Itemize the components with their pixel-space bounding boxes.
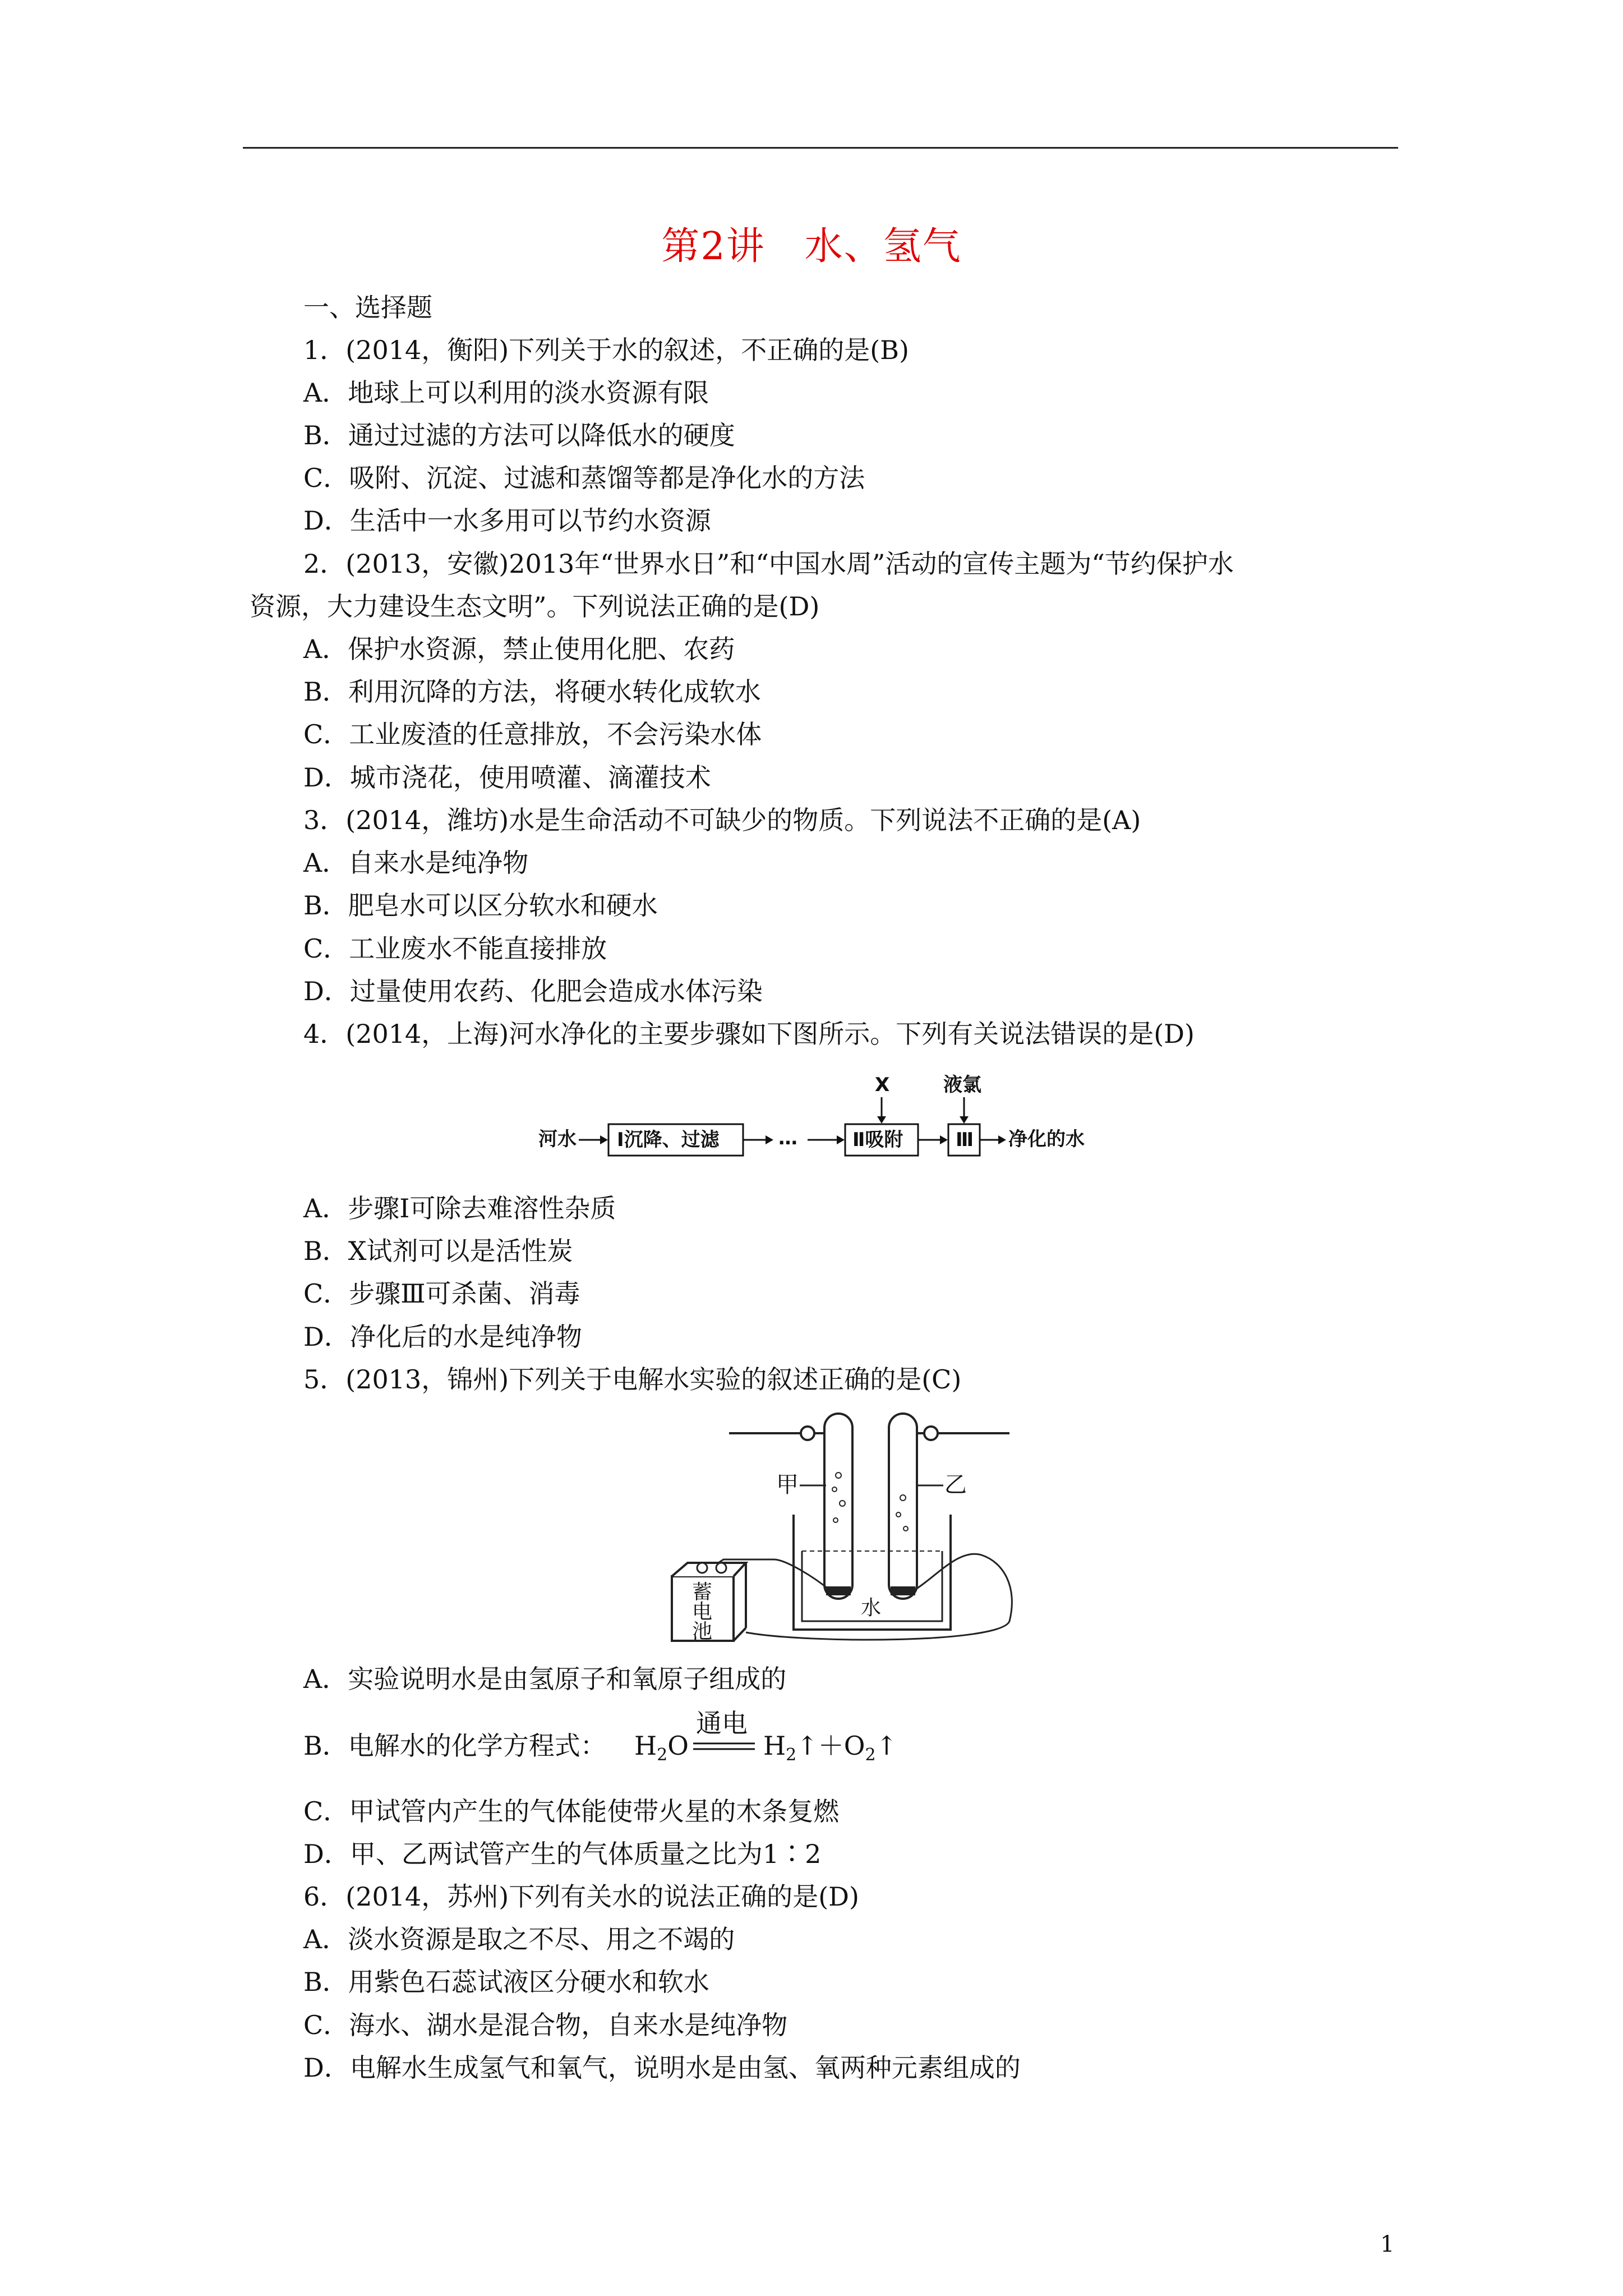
page-title: 第2讲 水、氢气 — [661, 224, 962, 269]
flow-step2-label: Ⅱ吸附 — [852, 1129, 903, 1151]
q3-option-d: D．过量使用农药、化肥会造成水体污染 — [303, 976, 763, 1006]
battery-char-2: 电 — [692, 1600, 713, 1623]
q4-option-d: D．净化后的水是纯净物 — [303, 1322, 582, 1352]
q5-option-c: C．甲试管内产生的气体能使带火星的木条复燃 — [303, 1796, 840, 1826]
q6-option-b: B．用紫色石蕊试液区分硬水和软水 — [303, 1967, 709, 1997]
flow-reagent-liquid-chlorine: 液氯 — [943, 1074, 981, 1096]
q6-option-d: D．电解水生成氢气和氧气，说明水是由氢、氧两种元素组成的 — [303, 2053, 1021, 2083]
section-heading: 一、选择题 — [303, 292, 432, 323]
page-number: 1 — [1380, 2231, 1395, 2257]
flow-end-label: 净化的水 — [1008, 1128, 1085, 1151]
flow-start-label: 河水 — [538, 1128, 577, 1151]
q2-option-d: D．城市浇花，使用喷灌、滴灌技术 — [303, 762, 711, 793]
equation-condition: 通电 — [696, 1708, 748, 1738]
flow-reagent-x: X — [875, 1074, 890, 1096]
q4-option-c: C．步骤Ⅲ可杀菌、消毒 — [303, 1278, 580, 1309]
equation-prefix: B．电解水的化学方程式： — [303, 1731, 606, 1761]
q4-option-a: A．步骤Ⅰ可除去难溶性杂质 — [303, 1193, 616, 1223]
q2-option-c: C．工业废渣的任意排放，不会污染水体 — [303, 719, 762, 749]
q5-option-a: A．实验说明水是由氢原子和氧原子组成的 — [303, 1664, 787, 1694]
q5-option-b-equation — [303, 1705, 976, 1773]
q1-option-c: C．吸附、沉淀、过滤和蒸馏等都是净化水的方法 — [303, 463, 865, 493]
q6-stem: 6．(2014，苏州)下列有关水的说法正确的是(D) — [303, 1881, 859, 1912]
q6-option-a: A．淡水资源是取之不尽、用之不竭的 — [303, 1924, 735, 1954]
flow-step1-label: Ⅰ沉降、过滤 — [617, 1129, 720, 1151]
water-purification-flow-diagram — [538, 1071, 1166, 1172]
q5-option-d: D．甲、乙两试管产生的气体质量之比为1∶2 — [303, 1839, 822, 1869]
tube-label-yi: 乙 — [944, 1472, 967, 1498]
q5-stem: 5．(2013，锦州)下列关于电解水实验的叙述正确的是(C) — [303, 1364, 962, 1395]
q2-option-a: A．保护水资源，禁止使用化肥、农药 — [303, 634, 735, 664]
q4-stem: 4．(2014，上海)河水净化的主要步骤如下图所示。下列有关说法错误的是(D) — [303, 1019, 1195, 1049]
water-label: 水 — [861, 1596, 882, 1619]
battery-char-3: 池 — [692, 1620, 713, 1643]
q2-stem-line2: 资源，大力建设生态文明”。下列说法正确的是(D) — [250, 591, 820, 622]
q2-option-b: B．利用沉降的方法，将硬水转化成软水 — [303, 677, 761, 707]
electrolysis-apparatus-diagram — [667, 1408, 1026, 1644]
flow-step3-label: Ⅲ — [956, 1129, 974, 1151]
equation-reactant: $H_2O$ — [634, 1731, 689, 1765]
q1-option-a: A．地球上可以利用的淡水资源有限 — [303, 378, 709, 408]
q3-option-b: B．肥皂水可以区分软水和硬水 — [303, 890, 658, 921]
q3-stem: 3．(2014，潍坊)水是生命活动不可缺少的物质。下列说法不正确的是(A) — [303, 805, 1141, 835]
equation-products: $H_2↑+O_2↑$ — [763, 1731, 898, 1765]
q3-option-a: A．自来水是纯净物 — [303, 848, 529, 878]
battery-char-1: 蓄 — [692, 1581, 713, 1604]
q6-option-c: C．海水、湖水是混合物，自来水是纯净物 — [303, 2010, 788, 2040]
header-rule — [243, 147, 1398, 149]
q2-stem-line1: 2．(2013，安徽)2013年“世界水日”和“中国水周”活动的宣传主题为“节约保护水 — [303, 549, 1234, 579]
tube-label-jia: 甲 — [776, 1472, 799, 1498]
q1-option-b: B．通过过滤的方法可以降低水的硬度 — [303, 420, 735, 450]
q1-option-d: D．生活中一水多用可以节约水资源 — [303, 505, 711, 536]
q1-stem: 1．(2014，衡阳)下列关于水的叙述，不正确的是(B) — [303, 335, 909, 365]
q4-option-b: B．X试剂可以是活性炭 — [303, 1236, 573, 1266]
q3-option-c: C．工业废水不能直接排放 — [303, 933, 607, 964]
flow-ellipsis: … — [778, 1127, 797, 1149]
